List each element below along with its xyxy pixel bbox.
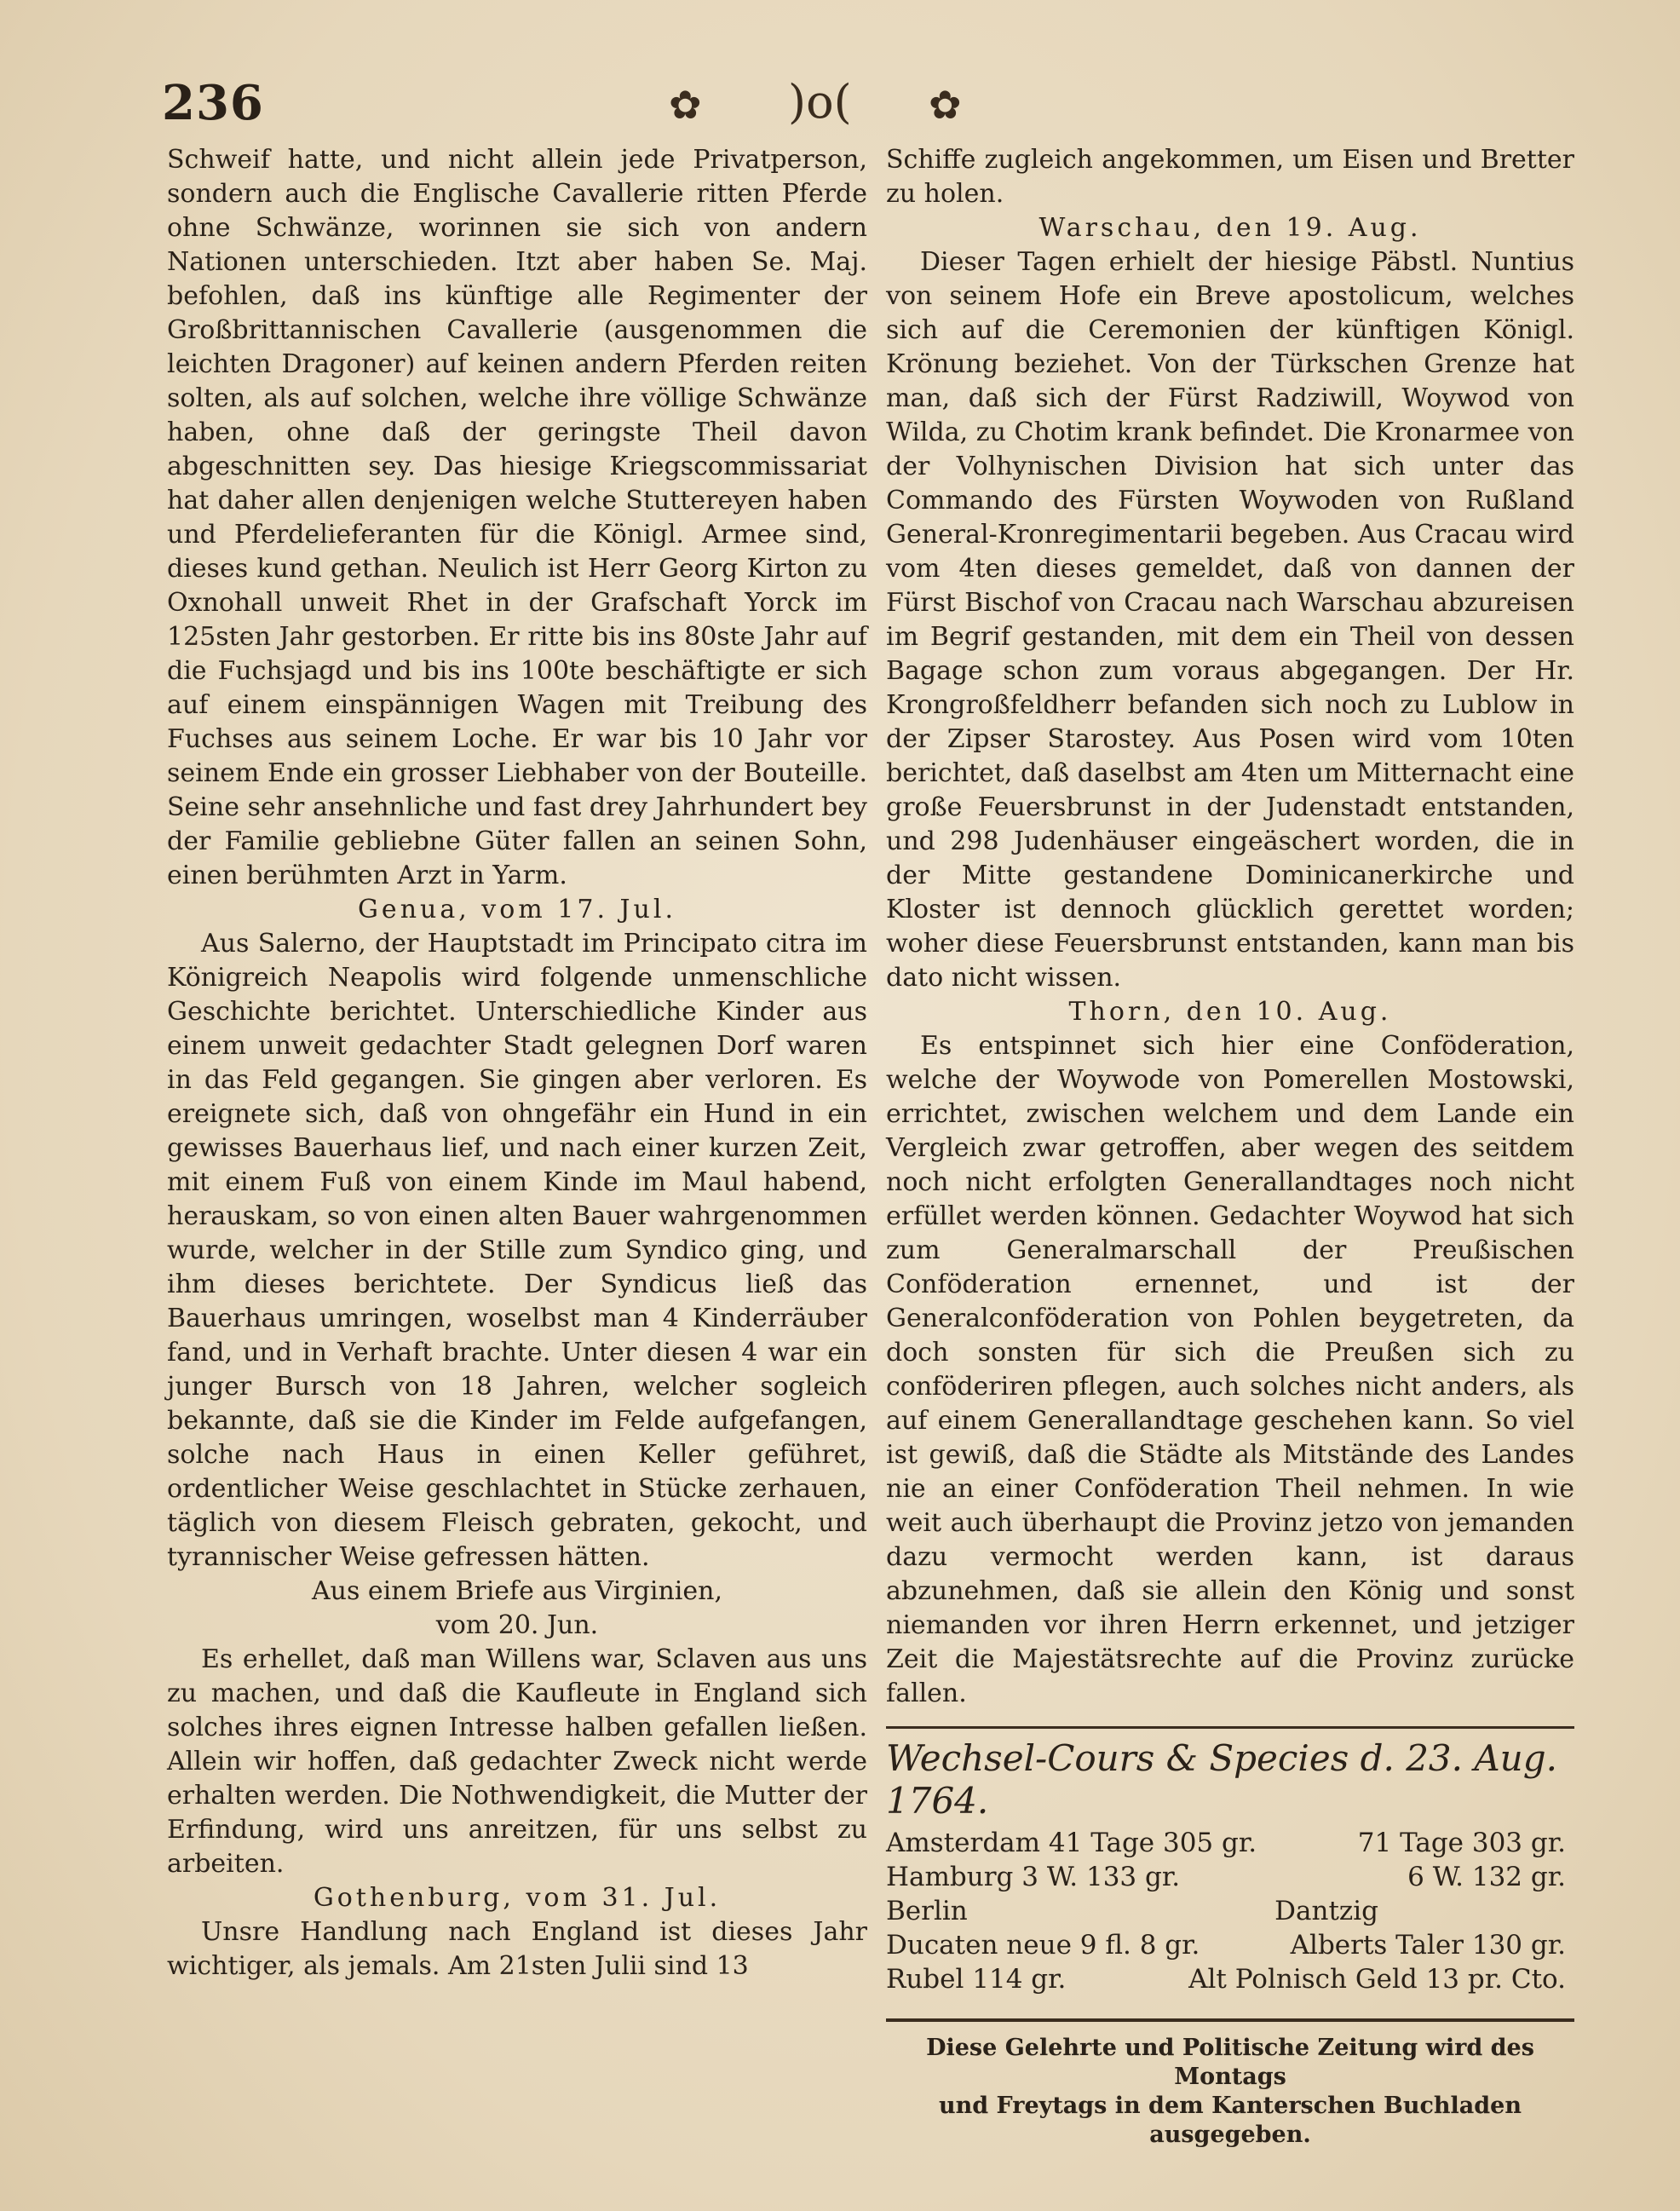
exchange-cell: Hamburg 3 W. 133 gr. bbox=[886, 1862, 1181, 1892]
dateline-virginien-date: vom 20. Jun. bbox=[435, 1610, 599, 1640]
divider bbox=[886, 2018, 1574, 2022]
dateline-warschau: Warschau, den 19. Aug. bbox=[1038, 213, 1422, 243]
divider bbox=[886, 1726, 1574, 1729]
article-paragraph: Es entspinnet sich hier eine Conföderation, welche der Woywode von Pomerellen Mostowski, errichtet, zwischen welchem und dem Lande ein Vergleich zwar getroffen, aber wegen des seitdem noch nicht erfolgten Generallandtages noch nicht erfüllet werden können. Gedachter Woywod hat sich zum Generalmarschall der Preußischen Conföderation ernennet, und ist der Generalconföderation von Pohlen beygetreten, da doch sonsten für sich die Preußen sich zu conföderiren pflegen, auch solches nicht anders, als auf einem Generallandtage geschehen kann. So viel ist gewiß, daß die Städte als Mitstände des Landes nie an einer Conföderation Theil nehmen. In wie weit auch überhaupt die Provinz jetzo von jemanden dazu vermocht werden kann, ist daraus abzunehmen, daß sie allein den König und sonst niemanden vor ihren Herrn erkennet, und jetziger Zeit die Majestätsrechte auf die Provinz zurücke fallen. bbox=[886, 1031, 1574, 1708]
page-header bbox=[162, 75, 1576, 143]
exchange-row bbox=[886, 1962, 1574, 1996]
exchange-row bbox=[886, 1860, 1574, 1894]
exchange-cell: Amsterdam 41 Tage 305 gr. bbox=[886, 1828, 1257, 1858]
exchange-cell: 71 Tage 303 gr. bbox=[1357, 1828, 1566, 1858]
exchange-title: Wechsel-Cours & Species d. 23. Aug. 1764. bbox=[886, 1737, 1557, 1822]
flower-ornament-icon: ✿ bbox=[929, 82, 962, 128]
exchange-cell: 6 W. 132 gr. bbox=[1407, 1862, 1566, 1892]
exchange-row bbox=[886, 1928, 1574, 1962]
article-paragraph: Aus Salerno, der Hauptstadt im Principato citra im Königreich Neapolis wird folgende unmenschliche Geschichte berichtet. Unterschiedliche Kinder aus einem unweit gedachter Stadt gelegnen Dorf waren in das Feld gegangen. Sie gingen aber verloren. Es ereignete sich, daß von ohngefähr ein Hund in ein gewisses Bauerhaus lief, und nach einer kurzen Zeit, mit einem Fuß von einem Kinde im Maul habend, herauskam, so von einen alten Bauer wahrgenommen wurde, welcher in der Stille zum Syndico ging, und ihm dieses berichtete. Der Syndicus ließ das Bauerhaus umringen, woselbst man 4 Kinderräuber fand, und in Verhaft brachte. Unter diesen 4 war ein junger Bursch von 18 Jahren, welcher sogleich bekannte, daß sie die Kinder im Felde aufgefangen, solche nach Haus in einen Keller geführet, ordentlicher Weise geschlachtet in Stücke zerhauen, täglich von diesem Fleisch gebraten, gekocht, und tyrannischer Weise gefressen hätten. bbox=[167, 929, 867, 1572]
article-paragraph: Es erhellet, daß man Willens war, Sclaven aus uns zu machen, und daß die Kaufleute in England sich solches ihres eignen Intresse halben gefallen ließen. Allein wir hoffen, daß gedachter Zweck nicht werde erhalten werden. Die Nothwendigkeit, die Mutter der Erfindung, wird uns anreitzen, für uns selbst zu arbeiten. bbox=[167, 1644, 867, 1879]
article-paragraph: Dieser Tagen erhielt der hiesige Päbstl. Nuntius von seinem Hofe ein Breve apostolicum, welches sich auf die Ceremonien der künftigen Königl. Krönung beziehet. Von der Türkschen Grenze hat man, daß sich der Fürst Radziwill, Woywod von Wilda, zu Chotim krank befindet. Die Kronarmee von der Volhynischen Division hat sich unter das Commando des Fürsten Woywoden von Rußland General-Kronregimentarii begeben. Aus Cracau wird vom 4ten dieses gemeldet, daß von dannen der Fürst Bischof von Cracau nach Warschau abzureisen im Begrif gestanden, mit dem ein Theil von dessen Bagage schon zum voraus abgegangen. Der Hr. Krongroßfeldherr befanden sich noch zu Lublow in der Zipser Starostey. Aus Posen wird vom 10ten berichtet, daß daselbst am 4ten um Mitternacht eine große Feuersbrunst in der Judenstadt entstanden, und 298 Judenhäuser eingeäschert worden, die in der Mitte gestandene Dominicanerkirche und Kloster ist dennoch glücklich gerettet worden; woher diese Feuersbrunst entstanden, kann man bis dato nicht wissen. bbox=[886, 247, 1574, 993]
exchange-rates-box bbox=[886, 1737, 1574, 1996]
notice-line: und Freytags in dem Kanterschen Buchladen bbox=[939, 2093, 1522, 2119]
left-column bbox=[167, 143, 867, 1984]
exchange-cell: Berlin bbox=[886, 1896, 968, 1926]
dateline-thorn: Thorn, den 10. Aug. bbox=[1068, 997, 1392, 1027]
exchange-cell: Ducaten neue 9 fl. 8 gr. bbox=[886, 1930, 1200, 1961]
page-number: 236 bbox=[162, 75, 264, 131]
exchange-row bbox=[886, 1826, 1574, 1860]
dateline-virginien: Aus einem Briefe aus Virginien, bbox=[312, 1576, 722, 1606]
exchange-cell: Alberts Taler 130 gr. bbox=[1290, 1930, 1566, 1961]
flower-ornament-icon: ✿ bbox=[669, 82, 702, 128]
exchange-cell: Rubel 114 gr. bbox=[886, 1964, 1067, 1995]
publication-notice bbox=[886, 2034, 1574, 2150]
exchange-cell: Dantzig bbox=[1274, 1896, 1378, 1926]
exchange-cell: Alt Polnisch Geld 13 pr. Cto. bbox=[1188, 1964, 1566, 1995]
right-column bbox=[886, 143, 1574, 2150]
notice-line: Diese Gelehrte und Politische Zeitung wird des Montags bbox=[926, 2035, 1534, 2090]
dateline-gothenburg: Gothenburg, vom 31. Jul. bbox=[313, 1883, 722, 1913]
center-ornament-icon: )o( bbox=[788, 75, 852, 129]
notice-line: ausgegeben. bbox=[1149, 2122, 1311, 2148]
article-paragraph: Unsre Handlung nach England ist dieses Jahr wichtiger, als jemals. Am 21sten Julii sind 13 bbox=[167, 1917, 867, 1981]
article-paragraph: Schiffe zugleich angekommen, um Eisen und Bretter zu holen. bbox=[886, 145, 1574, 209]
exchange-row bbox=[886, 1894, 1574, 1928]
article-paragraph: Schweif hatte, und nicht allein jede Privatperson, sondern auch die Englische Cavallerie ritten Pferde ohne Schwänze, worinnen sie sich von andern Nationen unterschieden. Itzt aber haben Se. Maj. befohlen, daß ins künftige alle Regimenter der Großbrittannischen Cavallerie (ausgenommen die leichten Dragoner) auf keinen andern Pferden reiten solten, als auf solchen, welche ihre völlige Schwänze haben, ohne daß der geringste Theil davon abgeschnitten sey. Das hiesige Kriegscommissariat hat daher allen denjenigen welche Stuttereyen haben und Pferdelieferanten für die Königl. Armee sind, dieses kund gethan. Neulich ist Herr Georg Kirton zu Oxnohall unweit Rhet in der Grafschaft Yorck im 125sten Jahr gestorben. Er ritte bis ins 80ste Jahr auf die Fuchsjagd und bis ins 100te beschäftigte er sich auf einem einspännigen Wagen mit Treibung des Fuchses aus seinem Loche. Er war bis 10 Jahr vor seinem Ende ein grosser Liebhaber von der Bouteille. Seine sehr ansehnliche und fast drey Jahrhundert bey der Familie gebliebne Güter fallen an seinen Sohn, einen berühmten Arzt in Yarm. bbox=[167, 145, 867, 890]
dateline-genua: Genua, vom 17. Jul. bbox=[357, 895, 677, 924]
